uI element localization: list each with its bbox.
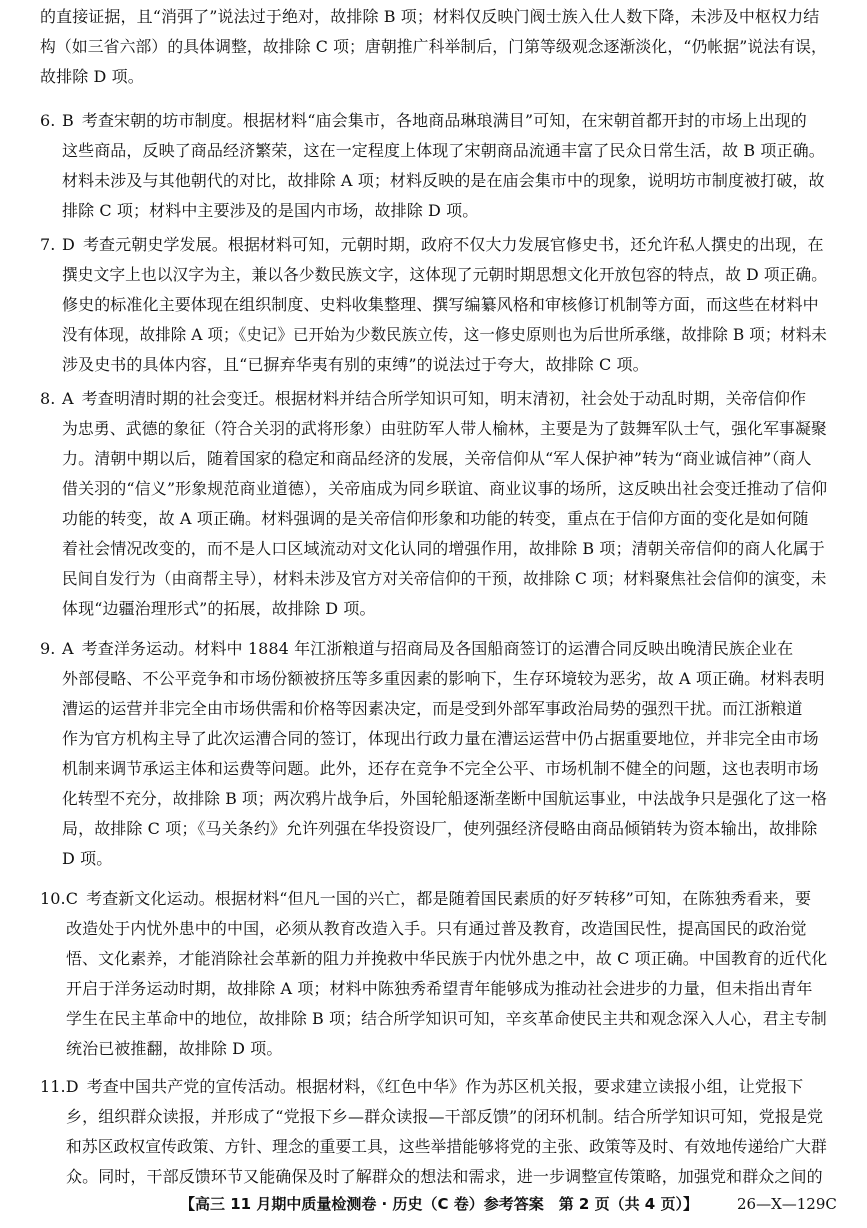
text-line: 统治已被推翻，故排除 D 项。	[66, 1039, 283, 1058]
text-line: 力。清朝中期以后，随着国家的稳定和商品经济的发展，关帝信仰从“军人保护神”转为“商业诚信神”（商人	[62, 449, 812, 468]
text-line: 漕运的运营并非完全由市场供需和价格等因素决定，而是受到外部军事政治局势的强烈干扰。而江浙粮道	[62, 699, 803, 718]
text-line: 修史的标准化主要体现在组织制度、史料收集整理、撰写编纂风格和审核修订机制等方面，而这些在材料中	[62, 295, 819, 314]
answer-letter: A	[62, 639, 74, 658]
text-line: 功能的转变，故 A 项正确。材料强调的是关帝信仰形象和功能的转变，重点在于信仰方面的变化是如何随	[62, 509, 809, 528]
text-line: 民间自发行为（由商帮主导），材料未涉及官方对关帝信仰的干预，故排除 C 项；材料聚焦社会信仰的演变，未	[62, 569, 827, 588]
text-line: D 项。	[62, 849, 113, 868]
text-line: 撰史文字上也以汉字为主，兼以各少数民族文字，这体现了元朝时期思想文化开放包容的特点，故 D 项正确。	[62, 265, 828, 284]
text-line: 材料未涉及与其他朝代的对比，故排除 A 项；材料反映的是在庙会集市中的现象，说明坊市制度被打破，故	[62, 171, 825, 190]
answer-letter: B	[62, 111, 74, 130]
text-line: 没有体现，故排除 A 项；《史记》已开始为少数民族立传，这一修史原则也为后世所承继，故排除 B 项；材料未	[62, 325, 827, 344]
question-number: 9.	[40, 639, 56, 658]
text-line: 众。同时，干部反馈环节又能确保及时了解群众的想法和需求，进一步调整宣传策略，加强党和群众之间的	[66, 1167, 823, 1186]
text-line: 体现“边疆治理形式”的拓展，故排除 D 项。	[62, 599, 376, 618]
question-number: 8.	[40, 389, 56, 408]
text-line: 局，故排除 C 项；《马关条约》允许列强在华投资设厂，使列强经济侵略由商品倾销转为资本输出，故排除	[62, 819, 818, 838]
question-number: 11.	[40, 1077, 66, 1096]
text-line: 构（如三省六部）的具体调整，故排除 C 项；唐朝推广科举制后，门第等级观念逐渐淡化，“仍帐据”说法有误，	[40, 37, 827, 56]
text-line: 乡，组织群众读报，并形成了“党报下乡—群众读报—干部反馈”的闭环机制。结合所学知识可知，党报是党	[66, 1107, 824, 1126]
text-line: 涉及史书的具体内容，且“已摒弃华夷有别的束缚”的说法过于夸大，故排除 C 项。	[62, 355, 649, 374]
question-8-first-line: 8. A 考查明清时期的社会变迁。根据材料并结合所学知识可知，明末清初，社会处于动乱时期，关帝信仰作	[40, 386, 806, 412]
question-7-first-line: 7. D 考查元朝史学发展。根据材料可知，元朝时期，政府不仅大力发展官修史书，还允许私人撰史的出现，在	[40, 232, 824, 258]
question-10-first-line: 10.C 考查新文化运动。根据材料“但凡一国的兴亡，都是随着国民素质的好歹转移”可知，在陈独秀看来，要	[40, 886, 811, 912]
text-line: 和苏区政权宣传政策、方针、理念的重要工具，这些举措能够将党的主张、政策等及时、有效地传递给广大群	[66, 1137, 827, 1156]
text-line: 作为官方机构主导了此次运漕合同的签订，体现出行政力量在漕运运营中仍占据重要地位，并非完全由市场	[62, 729, 819, 748]
text-line: 改造处于内忧外患中的中国，必须从教育改造入手。只有通过普及教育，改造国民性，提高国民的政治觉	[66, 919, 807, 938]
text-line: 外部侵略、不公平竞争和市场份额被挤压等多重因素的影响下，生存环境较为恶劣，故 A 项正确。材料表明	[62, 669, 825, 688]
question-11-first-line: 11.D 考查中国共产党的宣传活动。根据材料，《红色中华》作为苏区机关报，要求建立读报小组，让党报下	[40, 1074, 803, 1100]
document-code: 26—X—129C	[737, 1195, 837, 1213]
question-6-first-line: 6. B 考查宋朝的坊市制度。根据材料“庙会集市，各地商品琳琅满目”可知，在宋朝首都开封的市场上出现的	[40, 108, 807, 134]
text-line: 为忠勇、武德的象征（符合关羽的武将形象）由驻防军人带人榆林，主要是为了鼓舞军队士气，强化军事凝聚	[62, 419, 827, 438]
answer-letter: A	[62, 389, 74, 408]
text-line: 这些商品，反映了商品经济繁荣，这在一定程度上体现了宋朝商品流通丰富了民众日常生活，故 B 项正确。	[62, 141, 825, 160]
answer-letter: C	[65, 889, 79, 908]
text-line: 学生在民主革命中的地位，故排除 B 项；结合所学知识可知，辛亥革命使民主共和观念深入人心，君主专制	[66, 1009, 827, 1028]
question-number: 10.	[40, 889, 66, 908]
page-footer	[0, 1190, 867, 1218]
text-line: 着社会情况改变的，而不是人口区域流动对文化认同的增强作用，故排除 B 项；清朝关帝信仰的商人化属于	[62, 539, 825, 558]
text-line: 化转型不充分，故排除 B 项；两次鸦片战争后，外国轮船逐渐垄断中国航运事业，中法战争只是强化了这一格	[62, 789, 827, 808]
text-line: 借关羽的“信义”形象规范商业道德），关帝庙成为同乡联谊、商业议事的场所，这反映出社会变迁推动了信仰	[62, 479, 828, 498]
text-line: 悟、文化素养，才能消除社会革新的阻力并挽救中华民族于内忧外患之中，故 C 项正确。中国教育的近代化	[66, 949, 828, 968]
question-9-first-line: 9. A 考查洋务运动。材料中 1884 年江浙粮道与招商局及各国船商签订的运漕合同反映出晚清民族企业在	[40, 636, 793, 662]
answer-letter: D	[65, 1077, 79, 1096]
footer-title: 【高三 11 月期中质量检测卷 · 历史（C 卷）参考答案 第 2 页（共 4 页）】	[180, 1195, 698, 1213]
text-line: 排除 C 项；材料中主要涉及的是国内市场，故排除 D 项。	[62, 201, 479, 220]
text-line: 机制来调节承运主体和运费等问题。此外，还存在竞争不完全公平、市场机制不健全的问题，这也表明市场	[62, 759, 819, 778]
answer-letter: D	[62, 235, 75, 254]
text-line: 开启于洋务运动时期，故排除 A 项；材料中陈独秀希望青年能够成为推动社会进步的力量，但未指出青年	[66, 979, 813, 998]
text-line: 故排除 D 项。	[40, 67, 144, 86]
question-number: 7.	[40, 235, 56, 254]
question-number: 6.	[40, 111, 56, 130]
text-line: 的直接证据，且“消弭了”说法过于绝对，故排除 B 项；材料仅反映门阀士族入仕人数下降，未涉及中枢权力结	[40, 7, 820, 26]
